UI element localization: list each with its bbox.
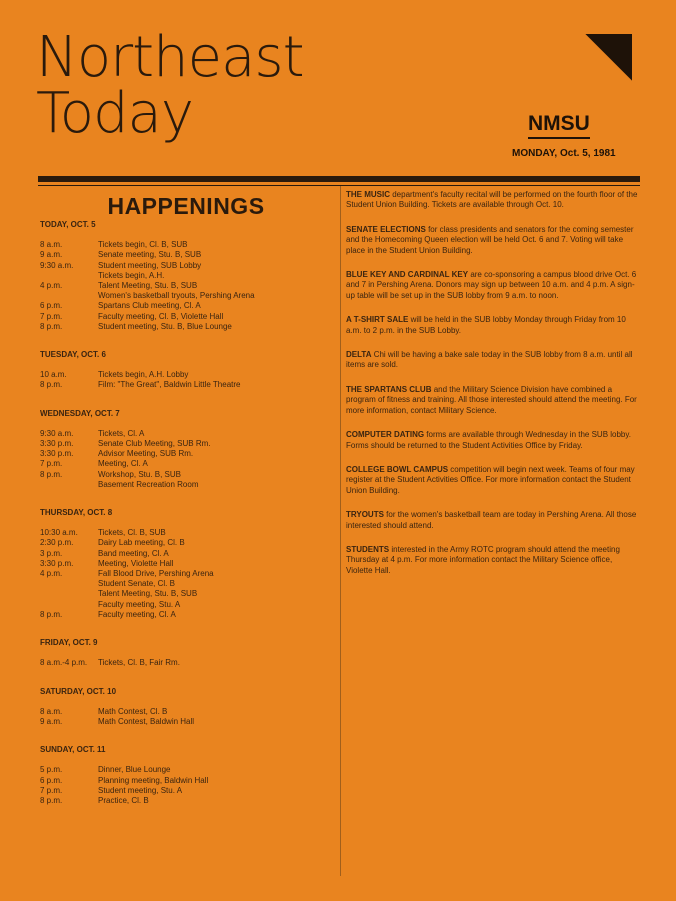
event-description: Band meeting, Cl. A [98, 548, 169, 558]
event-description: Practice, Cl. B [98, 795, 149, 805]
event-time: 8 p.m. [40, 469, 63, 479]
event-description: Meeting, Violette Hall [98, 558, 174, 568]
event-description: Faculty meeting, Cl. A [98, 609, 176, 619]
day-header: FRIDAY, OCT. 9 [40, 638, 98, 648]
event-time: 8 a.m.-4 p.m. [40, 658, 88, 668]
notice-text: for the women's basketball team are today in Pershing Arena. All those interested should attend. [346, 510, 637, 530]
notice-text: department's faculty recital will be performed on the fourth floor of the Student Union Building. Tickets are available through Oct. 10. [346, 190, 638, 210]
notice-paragraph [346, 545, 638, 576]
event-description: Math Contest, Cl. B [98, 706, 168, 716]
event-description: Planning meeting, Baldwin Hall [98, 775, 209, 785]
event-time: 8 p.m. [40, 609, 63, 619]
event-row [40, 559, 332, 569]
event-time: 6 p.m. [40, 301, 63, 311]
event-time: 10:30 a.m. [40, 528, 78, 538]
happenings-days [40, 220, 332, 806]
event-description: Fall Blood Drive, Pershing Arena Student Senate, Cl. B Talent Meeting, Stu. B, SUB Faculty meeting, Stu. A [98, 569, 214, 609]
event-description: Dairy Lab meeting, Cl. B [98, 538, 185, 548]
event-time: 3:30 p.m. [40, 558, 74, 568]
masthead-title [36, 25, 304, 146]
event-row [40, 538, 332, 548]
event-description: Tickets, Cl. B, Fair Rm. [98, 658, 180, 668]
event-description: Dinner, Blue Lounge [98, 765, 171, 775]
event-row [40, 786, 332, 796]
event-row [40, 610, 332, 620]
event-row [40, 312, 332, 322]
notice-lead: THE MUSIC [346, 190, 390, 199]
masthead-title-line1: Northeast [36, 25, 304, 90]
event-description: Tickets begin, Cl. B, SUB [98, 240, 188, 250]
event-description: Student meeting, SUB Lobby Tickets begin, A.H. [98, 260, 202, 280]
event-description: Workshop, Stu. B, SUB Basement Recreation Room [98, 469, 199, 489]
notice-paragraph [346, 225, 638, 256]
issue-date: MONDAY, Oct. 5, 1981 [512, 148, 616, 159]
column-divider [340, 186, 341, 876]
notice-lead: COMPUTER DATING [346, 430, 425, 440]
event-row [40, 240, 332, 250]
notice-lead: SENATE ELECTIONS [346, 224, 426, 234]
event-time: 9 a.m. [40, 716, 63, 726]
event-description: Tickets, Cl. A [98, 428, 145, 438]
notice-text: forms are available through Wednesday in the SUB lobby. Forms should be returned to the Student Activities Office by Friday. [346, 430, 632, 450]
notice-text: will be held in the SUB lobby Monday through Friday from 10 a.m. to 2 p.m. in the SUB Lobby. [346, 315, 626, 335]
event-row [40, 549, 332, 559]
event-description: Student meeting, Stu. A [98, 785, 183, 795]
day-block [40, 409, 332, 490]
day-header: TUESDAY, OCT. 6 [40, 350, 106, 360]
event-row [40, 776, 332, 786]
day-block [40, 638, 332, 668]
notice-lead: COLLEGE BOWL CAMPUS [346, 464, 449, 474]
event-time: 9 a.m. [40, 250, 63, 260]
notice-text: interested in the Army ROTC program should attend the meeting Thursday at 4 p.m. For more information contact the Military Science office, Violette Hall. [346, 544, 620, 575]
event-description: Senate meeting, Stu. B, SUB [98, 250, 202, 260]
notice-text: are co-sponsoring a campus blood drive Oct. 6 and 7 in Pershing Arena. Donors may sign up between 10 a.m. and 4 p.m. A sign-up table will be set up in the SUB lobby from 9 a.m. to noon. [346, 270, 637, 300]
event-description: Tickets begin, A.H. Lobby [98, 370, 189, 380]
day-header: WEDNESDAY, OCT. 7 [40, 408, 120, 418]
section-title: HAPPENINGS [107, 193, 265, 219]
event-row [40, 658, 332, 668]
notice-lead: BLUE KEY AND CARDINAL KEY [346, 270, 469, 280]
event-row [40, 322, 332, 332]
notice-paragraph [346, 465, 638, 496]
event-time: 4 p.m. [40, 281, 63, 291]
notice-text: for class presidents and senators for the coming semester and the Homecoming Queen election will be held Oct. 6 and 7. Voting will take place in the Student Union Building. [346, 224, 634, 255]
day-header: SATURDAY, OCT. 10 [40, 686, 117, 696]
masthead-title-line2: Today [36, 81, 193, 146]
event-description: Film: "The Great", Baldwin Little Theatre [98, 380, 241, 390]
notice-paragraph [346, 350, 638, 371]
notice-paragraph [346, 430, 638, 451]
day-block [40, 220, 332, 332]
event-row [40, 429, 332, 439]
event-row [40, 528, 332, 538]
day-header: THURSDAY, OCT. 8 [40, 508, 113, 518]
event-description: Talent Meeting, Stu. B, SUB Women's basketball tryouts, Pershing Arena [98, 281, 255, 301]
event-row [40, 449, 332, 459]
event-row [40, 380, 332, 390]
event-time: 3:30 p.m. [40, 439, 74, 449]
event-row [40, 261, 332, 281]
event-description: Student meeting, Stu. B, Blue Lounge [98, 321, 232, 331]
event-row [40, 569, 332, 610]
notice-lead: TRYOUTS [346, 510, 384, 520]
notice-paragraph [346, 510, 638, 531]
org-logo: NMSU [528, 112, 590, 139]
event-row [40, 301, 332, 311]
event-description: Faculty meeting, Cl. B, Violette Hall [98, 311, 224, 321]
event-time: 6 p.m. [40, 775, 63, 785]
event-time: 3 p.m. [40, 548, 63, 558]
day-header: TODAY, OCT. 5 [40, 220, 96, 229]
event-row [40, 370, 332, 380]
event-row [40, 470, 332, 490]
notice-lead: DELTA [346, 350, 372, 360]
event-time: 5 p.m. [40, 765, 63, 775]
event-row [40, 717, 332, 727]
day-block [40, 350, 332, 391]
event-time: 9:30 a.m. [40, 260, 74, 270]
day-header: SUNDAY, OCT. 11 [40, 745, 106, 755]
event-row [40, 281, 332, 301]
notice-paragraph [346, 385, 638, 416]
event-time: 9:30 a.m. [40, 428, 74, 438]
notices-column [346, 190, 638, 590]
notice-text: competition will begin next week. Teams of four may register at the Student Activities Office. For more information contact the Student Union Building. [346, 464, 635, 495]
event-time: 8 p.m. [40, 795, 63, 805]
event-row [40, 250, 332, 260]
day-block [40, 508, 332, 620]
event-description: Senate Club Meeting, SUB Rm. [98, 439, 211, 449]
event-row [40, 439, 332, 449]
event-description: Math Contest, Baldwin Hall [98, 716, 195, 726]
event-row [40, 459, 332, 469]
header-rule-thick [38, 176, 640, 182]
event-row [40, 707, 332, 717]
event-time: 8 p.m. [40, 321, 63, 331]
event-description: Spartans Club meeting, Cl. A [98, 301, 201, 311]
day-block [40, 687, 332, 728]
notice-paragraph [346, 315, 638, 336]
event-time: 7 p.m. [40, 459, 63, 469]
notice-paragraph [346, 190, 638, 211]
notice-text: and the Military Science Division have combined a program of fitness and training. All those interested should attend the meeting. For more information, contact Military Science. [346, 384, 637, 415]
notice-lead: A T-SHIRT SALE [346, 315, 409, 325]
event-row [40, 796, 332, 806]
notice-lead: STUDENTS [346, 544, 390, 554]
event-time: 3:30 p.m. [40, 449, 74, 459]
event-time: 8 p.m. [40, 380, 63, 390]
notice-lead: THE SPARTANS CLUB [346, 384, 432, 394]
event-time: 7 p.m. [40, 785, 63, 795]
notice-paragraph [346, 270, 638, 301]
happenings-column [40, 192, 332, 824]
header-rule-thin [38, 185, 640, 186]
event-description: Advisor Meeting, SUB Rm. [98, 449, 194, 459]
event-description: Meeting, Cl. A [98, 459, 148, 469]
event-time: 8 a.m. [40, 706, 63, 716]
event-time: 7 p.m. [40, 311, 63, 321]
event-row [40, 765, 332, 775]
event-time: 8 a.m. [40, 240, 63, 250]
notice-text: Chi will be having a bake sale today in the SUB lobby from 8 a.m. until all items are sold. [346, 350, 633, 370]
day-block [40, 745, 332, 806]
event-description: Tickets, Cl. B, SUB [98, 528, 166, 538]
event-time: 2:30 p.m. [40, 538, 74, 548]
event-time: 10 a.m. [40, 370, 67, 380]
corner-triangle-icon [584, 34, 632, 82]
event-time: 4 p.m. [40, 569, 63, 579]
